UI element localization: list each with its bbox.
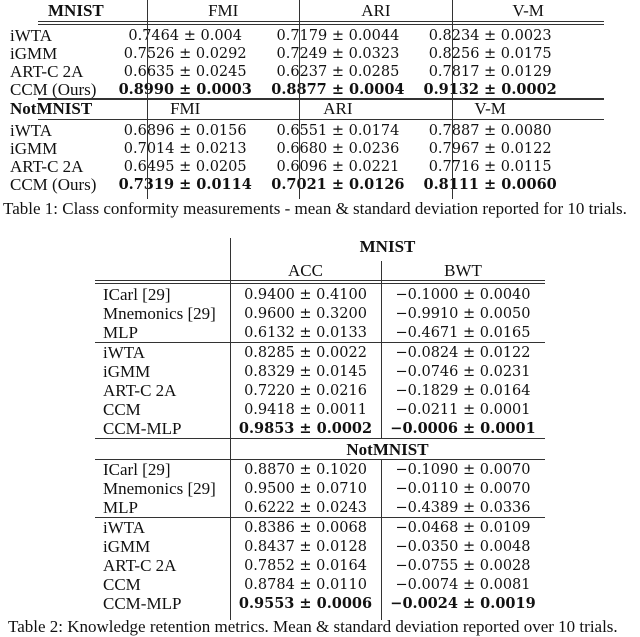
- table-row: MLP 0.6222 ± 0.0243 −0.4389 ± 0.0336: [103, 497, 531, 517]
- rule: [38, 21, 604, 22]
- table-row: CCM 0.9418 ± 0.0011 −0.0211 ± 0.0001: [103, 399, 531, 419]
- table-row: CCM-MLP 0.9553 ± 0.0006 −0.0024 ± 0.0019: [103, 593, 536, 613]
- table-row: ART-C 2A 0.7852 ± 0.0164 −0.0755 ± 0.0028: [103, 555, 531, 575]
- table-row: iWTA 0.6896 ± 0.0156 0.6551 ± 0.0174 0.7887 ± 0.0080: [10, 120, 552, 140]
- table-row: iGMM 0.8437 ± 0.0128 −0.0350 ± 0.0048: [103, 536, 531, 556]
- dataset-label: NotMNIST: [10, 98, 93, 118]
- table-row: iWTA 0.7464 ± 0.004 0.7179 ± 0.0044 0.8234 ± 0.0023: [10, 25, 552, 45]
- col-header-acc: ACC: [288, 260, 323, 280]
- table-row: iGMM 0.8329 ± 0.0145 −0.0746 ± 0.0231: [103, 361, 531, 381]
- col-header-vm: V-M: [512, 0, 544, 20]
- table-row: iWTA 0.8285 ± 0.0022 −0.0824 ± 0.0122: [103, 342, 531, 362]
- table2-caption: Table 2: Knowledge retention metrics. Mean & standard deviation reported over 10 trials.: [8, 617, 618, 636]
- table-row: MLP 0.6132 ± 0.0133 −0.4671 ± 0.0165: [103, 322, 531, 342]
- rule: [95, 438, 545, 439]
- table1-header-notmnist: [0, 99, 566, 118]
- table1-caption: Table 1: Class conformity measurements - mean & standard deviation reported for 10 trials.: [3, 199, 627, 218]
- column-rule: [381, 261, 382, 439]
- table-row: iWTA 0.8386 ± 0.0068 −0.0468 ± 0.0109: [103, 517, 531, 537]
- column-rule: [299, 0, 300, 199]
- table-row: ART-C 2A 0.6495 ± 0.0205 0.6096 ± 0.0221 0.7716 ± 0.0115: [10, 156, 552, 176]
- table-row: ART-C 2A 0.7220 ± 0.0216 −0.1829 ± 0.0164: [103, 380, 531, 400]
- group-header-mnist: MNIST: [359, 237, 416, 256]
- dataset-label: MNIST: [48, 0, 104, 20]
- col-header-vm: V-M: [474, 98, 506, 118]
- rule: [38, 119, 604, 120]
- col-header-ari: ARI: [361, 0, 391, 20]
- table-row: CCM-MLP 0.9853 ± 0.0002 −0.0006 ± 0.0001: [103, 418, 536, 438]
- table-row: Mnemonics [29] 0.9600 ± 0.3200 −0.9910 ± 0.0050: [103, 303, 531, 323]
- table-row: ICarl [29] 0.8870 ± 0.1020 −0.1090 ± 0.0070: [103, 459, 531, 479]
- table-row: Mnemonics [29] 0.9500 ± 0.0710 −0.0110 ± 0.0070: [103, 478, 531, 498]
- table-row: iGMM 0.7014 ± 0.0213 0.6680 ± 0.0236 0.7967 ± 0.0122: [10, 138, 552, 158]
- table-row: CCM 0.8784 ± 0.0110 −0.0074 ± 0.0081: [103, 574, 531, 594]
- table-row: CCM (Ours) 0.7319 ± 0.0114 0.7021 ± 0.0126 0.8111 ± 0.0060: [10, 174, 557, 194]
- table-row: iGMM 0.7526 ± 0.0292 0.7249 ± 0.0323 0.8256 ± 0.0175: [10, 43, 552, 63]
- col-header-bwt: BWT: [444, 260, 482, 280]
- col-header-fmi: FMI: [170, 98, 201, 118]
- column-rule: [230, 238, 231, 620]
- column-rule: [452, 0, 453, 199]
- table1-header-mnist: [38, 1, 604, 20]
- column-rule: [381, 459, 382, 620]
- group-header-notmnist: NotMNIST: [346, 440, 429, 459]
- col-header-fmi: FMI: [208, 0, 239, 20]
- table2-column-headers: [95, 261, 545, 280]
- rule: [38, 24, 604, 25]
- table-row: ICarl [29] 0.9400 ± 0.4100 −0.1000 ± 0.0040: [103, 284, 531, 304]
- rule: [95, 280, 545, 281]
- column-rule: [147, 0, 148, 199]
- table-row: ART-C 2A 0.6635 ± 0.0245 0.6237 ± 0.0285 0.7817 ± 0.0129: [10, 61, 552, 81]
- table-row: CCM (Ours) 0.8990 ± 0.0003 0.8877 ± 0.0004 0.9132 ± 0.0002: [10, 79, 557, 99]
- col-header-ari: ARI: [323, 98, 353, 118]
